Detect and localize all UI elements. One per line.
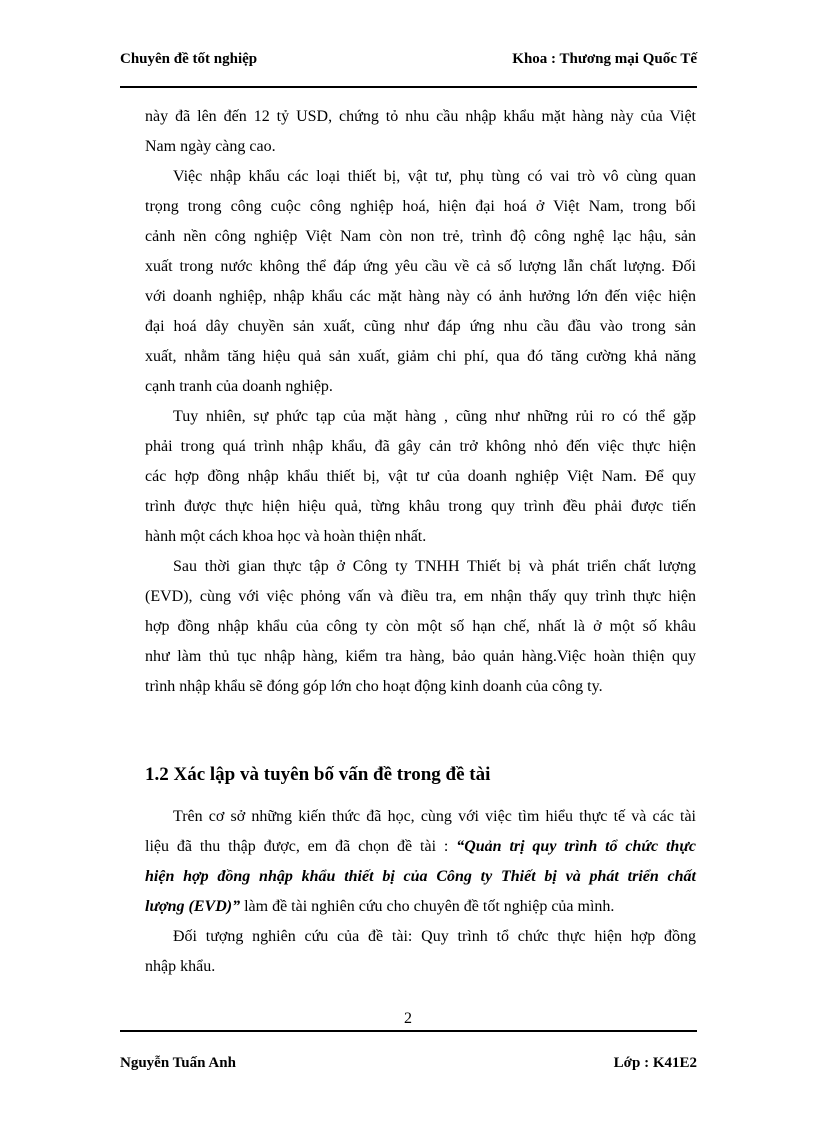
text-line: trình được thực hiện hiệu quả, từng khâu trong quy trình đều phải được tiến [145, 498, 696, 515]
text-line: xuất, nhằm tăng hiệu quả sản xuất, giảm chi phí, qua đó tăng cường khả năng [145, 348, 696, 365]
text-line: Đối tượng nghiên cứu của đề tài: Quy trình tổ chức thực hiện hợp đồng [173, 928, 696, 945]
section-body [145, 802, 696, 982]
topic-title-run: “Quản trị quy trình tổ chức thực [456, 838, 697, 855]
paragraph [145, 162, 696, 402]
text-line: trọng trong công cuộc công nghiệp hoá, hiện đại hoá ở Việt Nam, trong bối [145, 198, 696, 215]
footer-right: Lớp : K41E2 [613, 1055, 697, 1071]
page-number: 2 [404, 1010, 412, 1027]
text-line: Tuy nhiên, sự phức tạp của mặt hàng , cũng như những rủi ro có thể gặp [173, 408, 696, 425]
page-header [120, 51, 697, 73]
text-line: Việc nhập khẩu các loại thiết bị, vật tư, phụ tùng có vai trò vô cùng quan [173, 168, 696, 185]
section-heading: 1.2 Xác lập và tuyên bố vấn đề trong đề tài [145, 764, 491, 785]
text-line: trình nhập khẩu sẽ đóng góp lớn cho hoạt động kinh doanh của công ty. [145, 678, 603, 695]
text-line: các hợp đồng nhập khẩu thiết bị, vật tư của doanh nghiệp Việt Nam. Để quy [145, 468, 696, 485]
text-line: cạnh tranh của doanh nghiệp. [145, 378, 333, 395]
text-line: đại hoá dây chuyền sản xuất, cũng như đáp ứng nhu cầu đầu vào trong sản [145, 318, 696, 335]
text-line: Trên cơ sở những kiến thức đã học, cùng với việc tìm hiểu thực tế và các tài [173, 808, 696, 825]
footer-rule [120, 1030, 697, 1032]
text-line: phải trong quá trình nhập khẩu, đã gây cản trở không nhỏ đến việc thực hiện [145, 438, 696, 455]
paragraph [145, 402, 696, 552]
topic-title-run: lượng (EVD)” [145, 898, 241, 915]
text-line: nhập khẩu. [145, 958, 216, 975]
text-line: cảnh nền công nghiệp Việt Nam còn non trẻ, trình độ công nghệ lạc hậu, sản [145, 228, 696, 245]
footer-left: Nguyễn Tuấn Anh [120, 1055, 236, 1071]
header-left: Chuyên đề tốt nghiệp [120, 51, 258, 67]
page-footer [120, 1055, 697, 1077]
text-line: với doanh nghiệp, nhập khẩu các mặt hàng này có ảnh hưởng lớn đến việc hiện [145, 288, 696, 305]
text-line: Sau thời gian thực tập ở Công ty TNHH Thiết bị và phát triển chất lượng [173, 558, 696, 575]
text-line [145, 832, 696, 862]
paragraph [145, 552, 696, 702]
topic-title-line: hiện hợp đồng nhập khẩu thiết bị của Công ty Thiết bị và phát triển chất [145, 868, 696, 885]
text-line: này đã lên đến 12 tỷ USD, chứng tỏ nhu cầu nhập khẩu mặt hàng này của Việt [145, 108, 696, 125]
text-line: (EVD), cùng với việc phỏng vấn và điều tra, em nhận thấy quy trình thực hiện [145, 588, 696, 605]
text-line: như làm thủ tục nhập hàng, kiểm tra hàng, bảo quản hàng.Việc hoàn thiện quy [145, 648, 696, 665]
paragraph [145, 102, 696, 162]
text-run: làm đề tài nghiên cứu cho chuyên đề tốt nghiệp của mình. [240, 898, 615, 915]
text-line: hành một cách khoa học và hoàn thiện nhất. [145, 528, 427, 545]
header-right: Khoa : Thương mại Quốc Tế [512, 51, 697, 67]
text-line [145, 892, 696, 922]
text-line: Nam ngày càng cao. [145, 138, 276, 155]
text-run: liệu đã thu thập được, em đã chọn đề tài : [145, 838, 457, 855]
text-line: hợp đồng nhập khẩu của công ty còn một số hạn chế, nhất là ở một số khâu [145, 618, 696, 635]
body-text [145, 102, 696, 702]
header-rule [120, 86, 697, 88]
text-line: xuất trong nước không thể đáp ứng yêu cầu về cả số lượng lẫn chất lượng. Đối [145, 258, 696, 275]
